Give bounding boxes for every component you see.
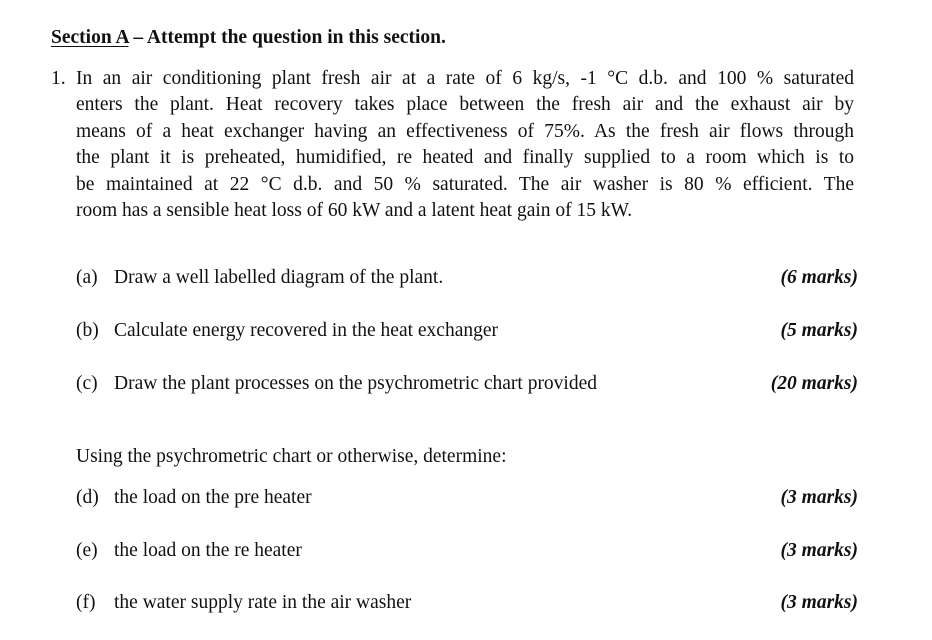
section-label: Section A: [51, 27, 129, 48]
question-number: 1.: [51, 68, 66, 89]
part-c: [76, 371, 858, 397]
part-letter: (b): [76, 320, 99, 341]
question-body: [76, 66, 854, 224]
part-text: the load on the re heater: [114, 540, 302, 561]
part-marks: (5 marks): [780, 320, 858, 341]
question-line: enters the plant. Heat recovery takes place between the fresh air and the exhaust air by: [76, 94, 854, 116]
determine-lead-in: Using the psychrometric chart or otherwise, determine:: [76, 446, 507, 467]
section-title: – Attempt the question in this section.: [128, 27, 446, 48]
part-letter: (d): [76, 487, 99, 508]
part-letter: (f): [76, 592, 96, 613]
part-marks: (3 marks): [780, 487, 858, 508]
part-letter: (e): [76, 540, 98, 561]
question-line: room has a sensible heat loss of 60 kW and a latent heat gain of 15 kW.: [76, 200, 633, 222]
question-line: means of a heat exchanger having an effectiveness of 75%. As the fresh air flows through: [76, 120, 854, 142]
part-text: the load on the pre heater: [114, 487, 312, 508]
part-f: [76, 590, 858, 616]
question-line: In an air conditioning plant fresh air at a rate of 6 kg/s, -1 °C d.b. and 100 % saturated: [76, 68, 854, 89]
part-marks: (3 marks): [780, 540, 858, 561]
part-marks: (6 marks): [780, 267, 858, 288]
part-text: Calculate energy recovered in the heat exchanger: [114, 320, 499, 341]
part-marks: (3 marks): [780, 592, 858, 613]
question-line: be maintained at 22 °C d.b. and 50 % saturated. The air washer is 80 % efficient. The: [76, 173, 854, 195]
part-text: the water supply rate in the air washer: [114, 592, 412, 613]
part-d: [76, 485, 858, 511]
part-marks: (20 marks): [770, 373, 858, 394]
section-heading: [51, 26, 446, 50]
part-letter: (c): [76, 373, 98, 394]
question-line: the plant it is preheated, humidified, re heated and finally supplied to a room which is to: [76, 147, 854, 169]
part-text: Draw the plant processes on the psychrometric chart provided: [114, 373, 598, 394]
part-a: [76, 265, 858, 291]
part-text: Draw a well labelled diagram of the plant.: [114, 267, 444, 288]
part-b: [76, 318, 858, 344]
part-e: [76, 538, 858, 564]
part-letter: (a): [76, 267, 98, 288]
